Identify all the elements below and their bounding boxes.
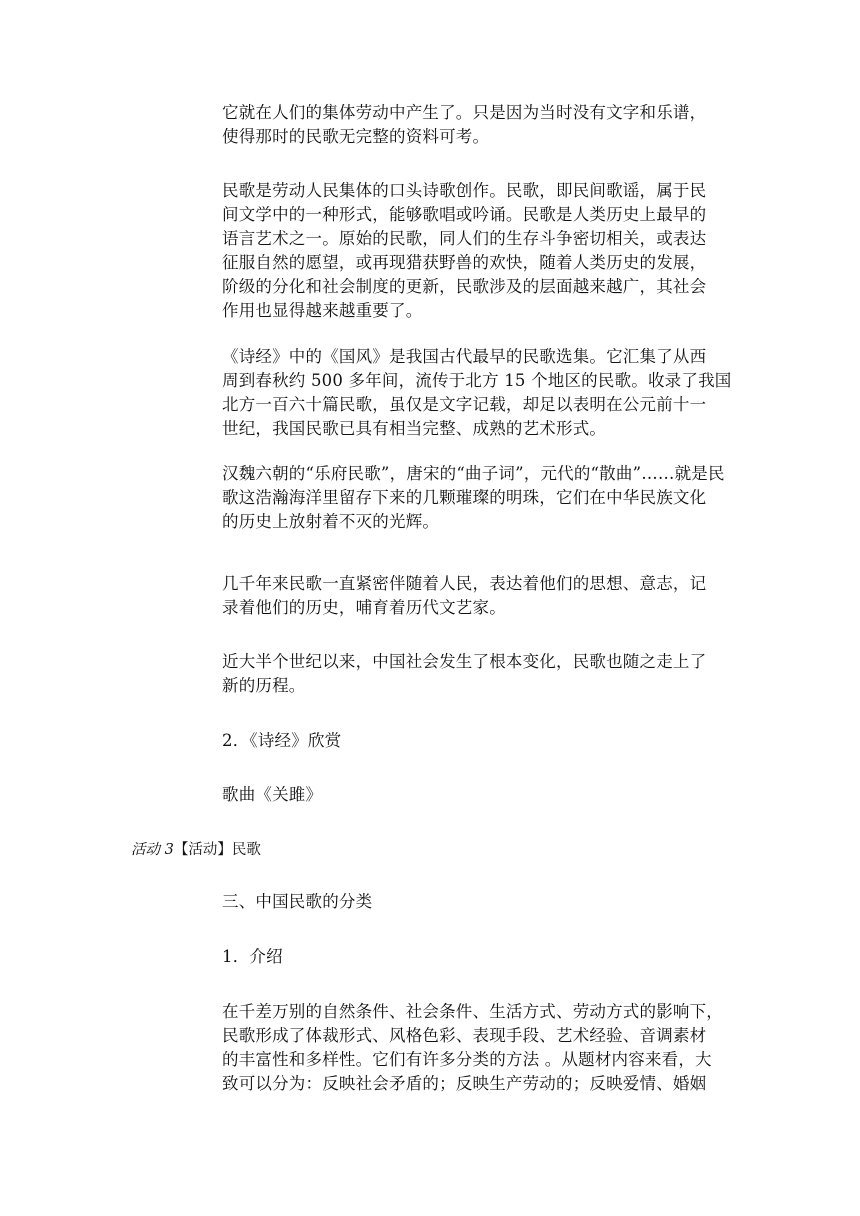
text-line: 民歌是劳动人民集体的口头诗歌创作。民歌，即民间歌谣，属于民 <box>222 181 707 200</box>
text-line: 语言艺术之一。原始的民歌，同人们的生存斗争密切相关，或表达 <box>222 229 707 248</box>
text-line: 2．《诗经》欣赏 <box>222 731 342 750</box>
paragraph-3 <box>222 345 732 441</box>
paragraph-5 <box>222 572 732 620</box>
paragraph-classification <box>222 1000 732 1096</box>
text-line: 北方一百六十篇民歌，虽仅是文字记载，却足以表明在公元前十一 <box>222 395 707 414</box>
paragraph-2 <box>222 179 732 323</box>
section-heading-shijing <box>222 729 732 753</box>
text-line: 《诗经》中的《国风》是我国古代最早的民歌选集。它汇集了从西 <box>222 347 707 366</box>
paragraph-6 <box>222 650 732 698</box>
text-line: 新的历程。 <box>222 676 306 695</box>
paragraph-4 <box>222 462 732 534</box>
activity-heading <box>131 840 261 860</box>
activity-label: 【活动】民歌 <box>173 842 261 858</box>
text-line: 录着他们的历史，哺育着历代文艺家。 <box>222 598 506 617</box>
activity-number: 活动 3 <box>131 842 174 858</box>
text-line: 世纪，我国民歌已具有相当完整、成熟的艺术形式。 <box>222 419 607 438</box>
text-line: 的丰富性和多样性。它们有许多分类的方法 。从题材内容来看，大 <box>222 1050 712 1069</box>
text-line: 近大半个世纪以来，中国社会发生了根本变化，民歌也随之走上了 <box>222 652 707 671</box>
text-line: 它就在人们的集体劳动中产生了。只是因为当时没有文字和乐谱， <box>222 103 707 122</box>
text-line: 致可以分为：反映社会矛盾的；反映生产劳动的；反映爱情、婚姻 <box>222 1074 707 1093</box>
text-line: 阶级的分化和社会制度的更新，民歌涉及的层面越来越广，其社会 <box>222 277 707 296</box>
text-line: 歌曲《关雎》 <box>222 785 323 804</box>
text-line: 三、中国民歌的分类 <box>222 892 373 911</box>
text-line: 的历史上放射着不灭的光辉。 <box>222 512 440 531</box>
paragraph-1 <box>222 101 732 149</box>
text-line: 周到春秋约 500 多年间，流传于北方 15 个地区的民歌。收录了我国 <box>222 371 732 390</box>
text-line: 民歌形成了体裁形式、风格色彩、表现手段、艺术经验、音调素材 <box>222 1026 707 1045</box>
text-line: 歌这浩瀚海洋里留存下来的几颗璀璨的明珠，它们在中华民族文化 <box>222 488 707 507</box>
subheading-intro <box>222 945 732 969</box>
text-line: 1．介绍 <box>222 947 283 966</box>
text-line: 作用也显得越来越重要了。 <box>222 301 423 320</box>
text-line: 在千差万别的自然条件、社会条件、生活方式、劳动方式的影响下， <box>222 1002 723 1021</box>
text-line: 间文学中的一种形式，能够歌唱或吟诵。民歌是人类历史上最早的 <box>222 205 707 224</box>
section-heading-classification <box>222 890 732 914</box>
text-line: 使得那时的民歌无完整的资料可考。 <box>222 127 490 146</box>
text-line: 征服自然的愿望，或再现猎获野兽的欢快，随着人类历史的发展， <box>222 253 707 272</box>
song-title-guanju <box>222 783 732 807</box>
text-line: 几千年来民歌一直紧密伴随着人民，表达着他们的思想、意志，记 <box>222 574 707 593</box>
text-line: 汉魏六朝的“乐府民歌”，唐宋的“曲子词”，元代的“散曲”……就是民 <box>222 464 725 483</box>
